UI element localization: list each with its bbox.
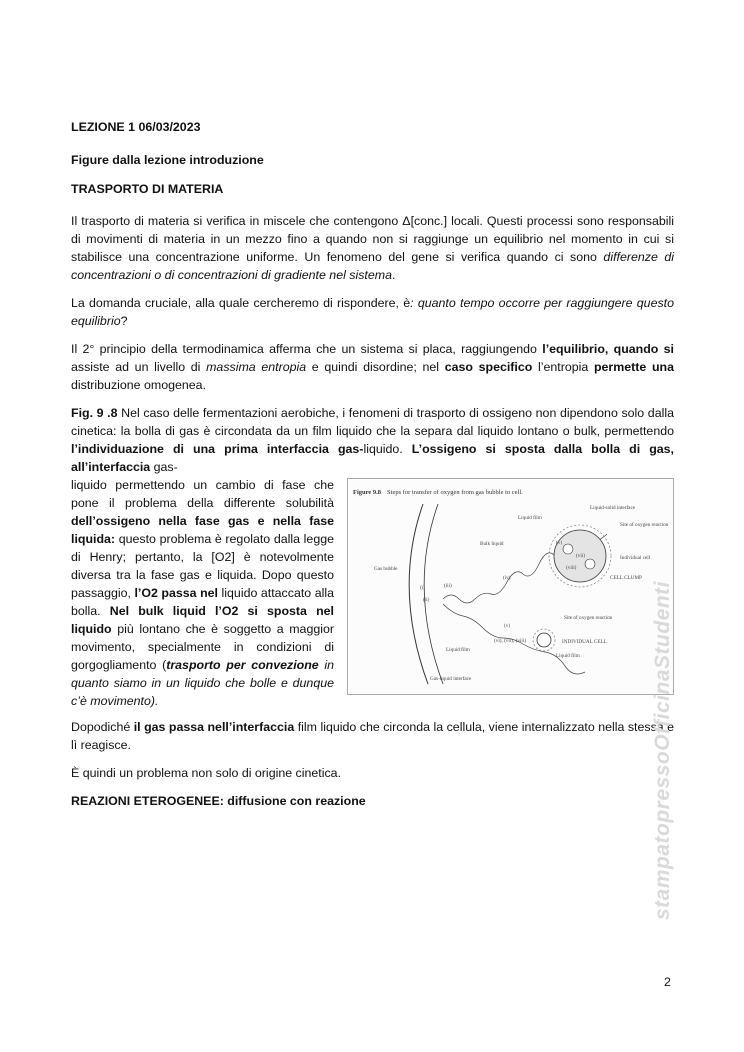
bold-run: l’O2 passa nel xyxy=(134,586,218,600)
text-run: Il trasporto di materia si verifica in miscele che contengono xyxy=(71,214,403,228)
italic-run: massima entropia xyxy=(206,360,307,374)
text-run: . xyxy=(391,268,396,282)
delta-symbol: Δ xyxy=(402,214,411,228)
figure-side-text xyxy=(71,476,334,710)
label-liquid-film: Liquid film xyxy=(518,515,542,521)
subtitle: Figure dalla lezione introduzione xyxy=(71,153,264,167)
individual-cell xyxy=(537,633,551,647)
oxygen-transfer-diagram xyxy=(348,479,673,694)
text-run: Il 2° principio della termodinamica afferma che un sistema si placa, raggiungendo xyxy=(71,342,543,356)
label-individual-cell: Individual cell xyxy=(620,555,651,561)
text-run: liquido. xyxy=(363,442,412,456)
text-run: più lontano che è soggetto a maggior movimento, specialmente in condizioni di gorgogliamento ( xyxy=(71,622,334,672)
step-label: (v) xyxy=(504,623,511,629)
document-page xyxy=(71,118,674,825)
label-individual-cell-bottom: INDIVIDUAL CELL xyxy=(562,639,607,645)
text-run: e quindi disordine; nel xyxy=(306,360,445,374)
label-liquid-film-bottom: Liquid film xyxy=(556,653,580,659)
cell-in-clump xyxy=(563,544,573,554)
label-cell-clump: CELL CLUMP xyxy=(610,575,642,581)
figure-number: Figure 9.8 xyxy=(353,489,382,496)
cell-in-clump xyxy=(585,559,595,569)
label-liquid-solid: Liquid-solid interface xyxy=(590,505,636,511)
watermark: stampatopressoOfficinaStudenti xyxy=(651,580,674,920)
text-run: liquido attaccato alla bolla. xyxy=(71,586,334,618)
text-run: ? xyxy=(120,314,128,328)
bold-run: L’ossigeno si sposta dalla bolla di gas, all’interfaccia xyxy=(71,442,675,474)
section-heading: TRASPORTO DI MATERIA xyxy=(71,182,224,196)
text-run: distribuzione omogenea. xyxy=(71,378,207,392)
text-run: film liquido che circonda la cellula, viene internalizzato nella stessa e lì reagisce. xyxy=(71,720,675,752)
text-run: Dopodiché xyxy=(71,720,134,734)
text-run: questo problema è regolato dalla legge di Henry; pertanto, la [O2] è notevolmente diversa tra la fase gas e liquida. Dopo questo passaggio, xyxy=(71,532,334,600)
figure-caption-text: Steps for transfer of oxygen from gas bubble to cell. xyxy=(387,489,523,496)
step-label: (iii) xyxy=(444,583,452,589)
italic-run: differenze di concentrazioni o di concentrazioni di gradiente nel sistema xyxy=(71,250,674,282)
page-number: 2 xyxy=(664,975,671,989)
text-run: Nel caso delle fermentazioni aerobiche, i fenomeni di trasporto di ossigeno non dipendono solo dalla cinetica: la bolla di gas è circondata da un film liquido che la separa dal liquido lontano o bulk, permettendo xyxy=(71,406,674,438)
text-run: liquido permettendo un cambio di fase che pone il problema della differente solubilità xyxy=(71,478,334,510)
liquid-film-line xyxy=(424,504,443,684)
bold-run: dell’ossigeno nella fase gas e nella fase liquida: xyxy=(71,514,334,546)
bold-run: caso specifico xyxy=(444,360,533,374)
italic-run: : quanto tempo occorre per raggiungere questo equilibrio xyxy=(71,296,674,328)
step-label: (ii) xyxy=(423,597,430,603)
text-run: gas- xyxy=(150,460,178,474)
label-bulk-liquid: Bulk liquid xyxy=(480,541,504,547)
figure-9-8 xyxy=(347,478,674,695)
text-run: l’entropia xyxy=(532,360,594,374)
label-gas-bubble: Gas bubble xyxy=(374,566,398,572)
label-liquid-film-left: Liquid film xyxy=(446,647,470,653)
lesson-heading: LEZIONE 1 06/03/2023 xyxy=(71,120,201,134)
paragraph-6: È quindi un problema non solo di origine cinetica. xyxy=(71,766,342,780)
step-label: (iv) xyxy=(503,575,511,581)
text-run: La domanda cruciale, alla quale cercheremo di rispondere, è xyxy=(71,296,411,310)
bold-run: l’individuazione di una prima interfaccia gas- xyxy=(71,442,364,456)
paragraph-1 xyxy=(71,212,674,284)
step-label: (i) xyxy=(420,585,425,591)
italic-run: in quanto siamo in un liquido che bolle e dunque c’è movimento). xyxy=(71,658,335,708)
figure-reference: Fig. 9 .8 xyxy=(71,406,118,420)
text-run: [conc.] locali. Questi processi sono responsabili di movimenti di materia in un mezzo fino a quando non si raggiunge un equilibrio nel momento in cui si stabilisce una concentrazione uniforme. Un fenomeno del gene si verifica quando ci sono xyxy=(71,214,674,264)
gas-liquid-interface-line xyxy=(409,504,428,684)
bold-run: permette una xyxy=(593,360,674,374)
label-site-reaction: Site of oxygen reaction xyxy=(620,522,669,528)
label-gas-liquid-interface: Gas-liquid interface xyxy=(430,676,472,682)
text-run: assiste ad un livello di xyxy=(71,360,207,374)
paragraph-4 xyxy=(71,404,674,476)
label-site-reaction-bottom: Site of oxygen reaction xyxy=(564,615,613,621)
step-label: (viii) xyxy=(566,565,577,571)
section-heading-2: REAZIONI ETEROGENEE: diffusione con reazione xyxy=(71,794,366,808)
bold-run: Nel bulk liquid l’O2 si sposta nel liquido xyxy=(71,604,334,636)
bold-run: il gas passa nell’interfaccia xyxy=(133,720,295,734)
paragraph-2 xyxy=(71,294,674,330)
step-label: (vi), (vii), (viii) xyxy=(494,638,526,644)
paragraph-3 xyxy=(71,340,674,394)
bold-run: l’equilibrio, quando si xyxy=(542,342,675,356)
step-label: (vii) xyxy=(576,553,585,559)
figure-row xyxy=(71,476,674,710)
step-label: (v) xyxy=(556,540,563,546)
bold-italic-run: trasporto per convezione xyxy=(166,658,319,672)
paragraph-5 xyxy=(71,718,674,754)
